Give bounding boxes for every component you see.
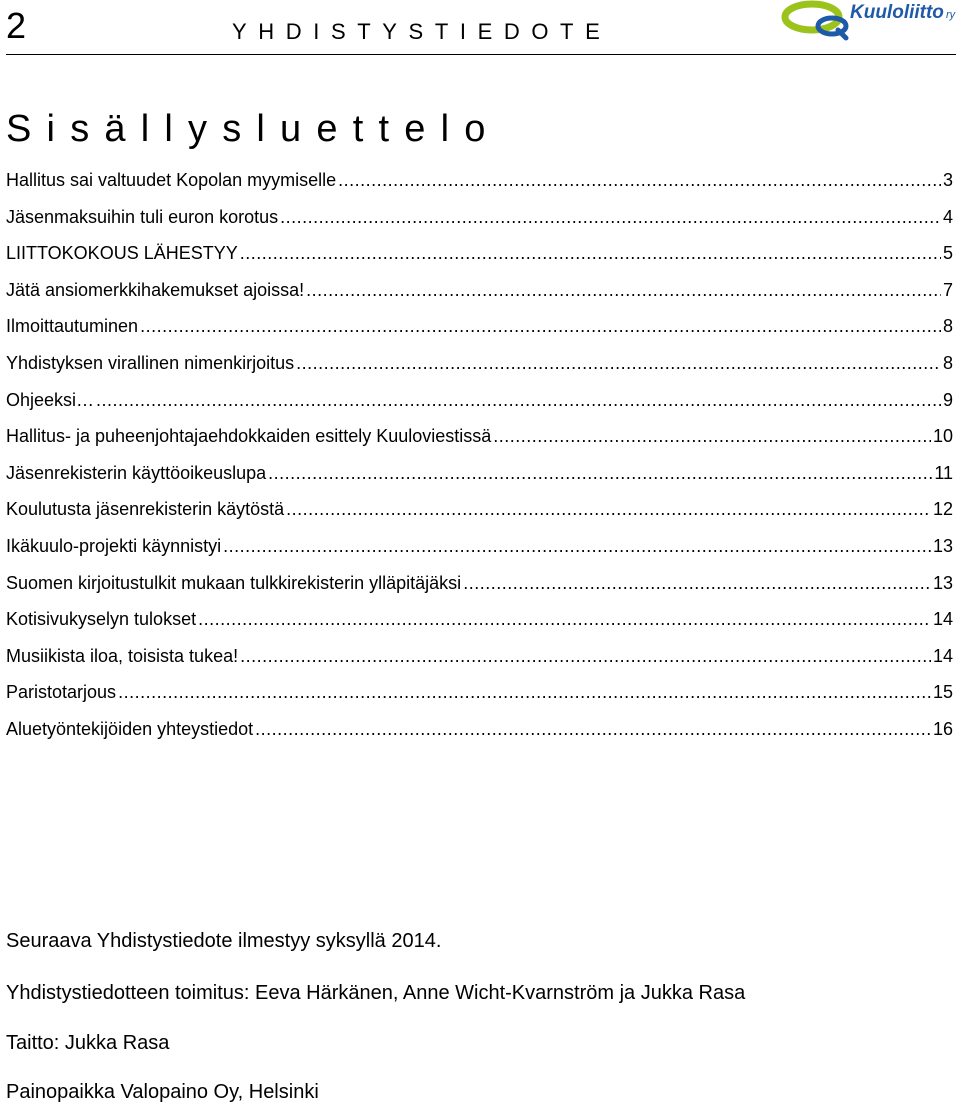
toc-entry[interactable]	[6, 711, 953, 748]
toc-leader-dots	[286, 491, 931, 528]
toc-leader-dots	[280, 199, 941, 236]
toc-title: Sisällysluettelo	[6, 108, 501, 151]
toc-entry-page: 5	[942, 243, 953, 264]
toc-entry-page: 9	[942, 389, 953, 410]
layout-note: Taitto: Jukka Rasa	[6, 1032, 170, 1054]
toc-entry-page: 16	[932, 718, 953, 739]
toc-entry[interactable]	[6, 308, 953, 345]
page-header	[0, 0, 960, 60]
toc-entry-title: Kotisivukyselyn tulokset	[6, 609, 197, 630]
toc-leader-dots	[140, 308, 941, 345]
toc-entry-page: 3	[942, 170, 953, 190]
toc-entry-title: Aluetyöntekijöiden yhteystiedot	[6, 718, 254, 739]
toc-entry[interactable]	[6, 345, 953, 382]
toc-entry-page: 14	[932, 645, 953, 666]
page-number: 2	[6, 5, 27, 46]
toc-entry[interactable]	[6, 455, 953, 492]
toc-entry-page: 7	[942, 279, 953, 300]
toc-leader-dots	[268, 455, 932, 492]
toc-entry[interactable]	[6, 528, 953, 565]
toc-entry-page: 4	[942, 206, 953, 227]
toc-leader-dots	[463, 565, 931, 602]
toc-entry[interactable]	[6, 674, 953, 711]
toc-entry[interactable]	[6, 601, 953, 638]
toc-entry[interactable]	[6, 199, 953, 236]
toc-entry-title: LIITTOKOKOUS LÄHESTYY	[6, 243, 238, 264]
toc-leader-dots	[198, 601, 931, 638]
toc-entry-title: Ikäkuulo-projekti käynnistyi	[6, 535, 222, 556]
toc-entry[interactable]	[6, 565, 953, 602]
toc-leader-dots	[306, 272, 941, 309]
toc-entry-page: 12	[932, 499, 953, 520]
toc-entry-page: 8	[942, 316, 953, 337]
toc-entry[interactable]	[6, 272, 953, 309]
toc-entry[interactable]	[6, 235, 953, 272]
toc-leader-dots	[493, 418, 931, 455]
toc-leader-dots	[118, 674, 931, 711]
toc-entry-title: Hallitus sai valtuudet Kopolan myymiselle	[6, 170, 337, 190]
header-rule	[6, 54, 956, 55]
toc-leader-dots	[338, 162, 941, 199]
toc-entry-title: Hallitus- ja puheenjohtajaehdokkaiden esittely Kuuloviestissä	[6, 426, 492, 447]
editors-note: Yhdistystiedotteen toimitus: Eeva Härkänen, Anne Wicht-Kvarnström ja Jukka Rasa	[6, 982, 746, 1004]
toc-entry-page: 11	[934, 462, 953, 483]
toc-entry-title: Jätä ansiomerkkihakemukset ajoissa!	[6, 279, 305, 300]
kuuloliitto-logo	[780, 0, 960, 44]
toc-entry-page: 13	[932, 572, 953, 593]
toc-leader-dots	[296, 345, 941, 382]
toc-entry-title: Ilmoittautuminen	[6, 316, 139, 337]
toc-entry[interactable]	[6, 638, 953, 675]
toc-entry-title: Jäsenrekisterin käyttöoikeuslupa	[6, 462, 267, 483]
toc-leader-dots	[240, 235, 941, 272]
toc-entry-page: 15	[932, 682, 953, 703]
toc-entry-title: Paristotarjous	[6, 682, 117, 703]
toc-leader-dots	[255, 711, 931, 748]
toc-entry-title: Jäsenmaksuihin tuli euron korotus	[6, 206, 279, 227]
toc-leader-dots	[240, 638, 931, 675]
toc-entry[interactable]	[6, 162, 953, 199]
logo-suffix: ry	[946, 9, 956, 21]
toc-leader-dots	[96, 382, 941, 419]
toc-entry-title: Yhdistyksen virallinen nimenkirjoitus	[6, 352, 295, 373]
toc-entry-page: 10	[932, 426, 953, 447]
printer-note: Painopaikka Valopaino Oy, Helsinki	[6, 1081, 319, 1103]
toc-entry[interactable]	[6, 491, 953, 528]
newsletter-name: YHDISTYSTIEDOTE	[232, 19, 612, 44]
table-of-contents	[6, 162, 953, 748]
toc-entry-page: 8	[942, 352, 953, 373]
toc-entry-title: Koulutusta jäsenrekisterin käytöstä	[6, 499, 285, 520]
logo-text: Kuuloliitto	[850, 2, 944, 23]
toc-entry-page: 14	[932, 609, 953, 630]
toc-entry-title: Musiikista iloa, toisista tukea!	[6, 645, 239, 666]
toc-entry[interactable]	[6, 382, 953, 419]
toc-entry[interactable]	[6, 418, 953, 455]
toc-entry-title: Suomen kirjoitustulkit mukaan tulkkirekisterin ylläpitäjäksi	[6, 572, 462, 593]
toc-entry-page: 13	[932, 535, 953, 556]
toc-leader-dots	[223, 528, 931, 565]
toc-entry-title: Ohjeeksi…	[6, 389, 95, 410]
next-issue-note: Seuraava Yhdistystiedote ilmestyy syksyllä 2014.	[6, 930, 442, 952]
